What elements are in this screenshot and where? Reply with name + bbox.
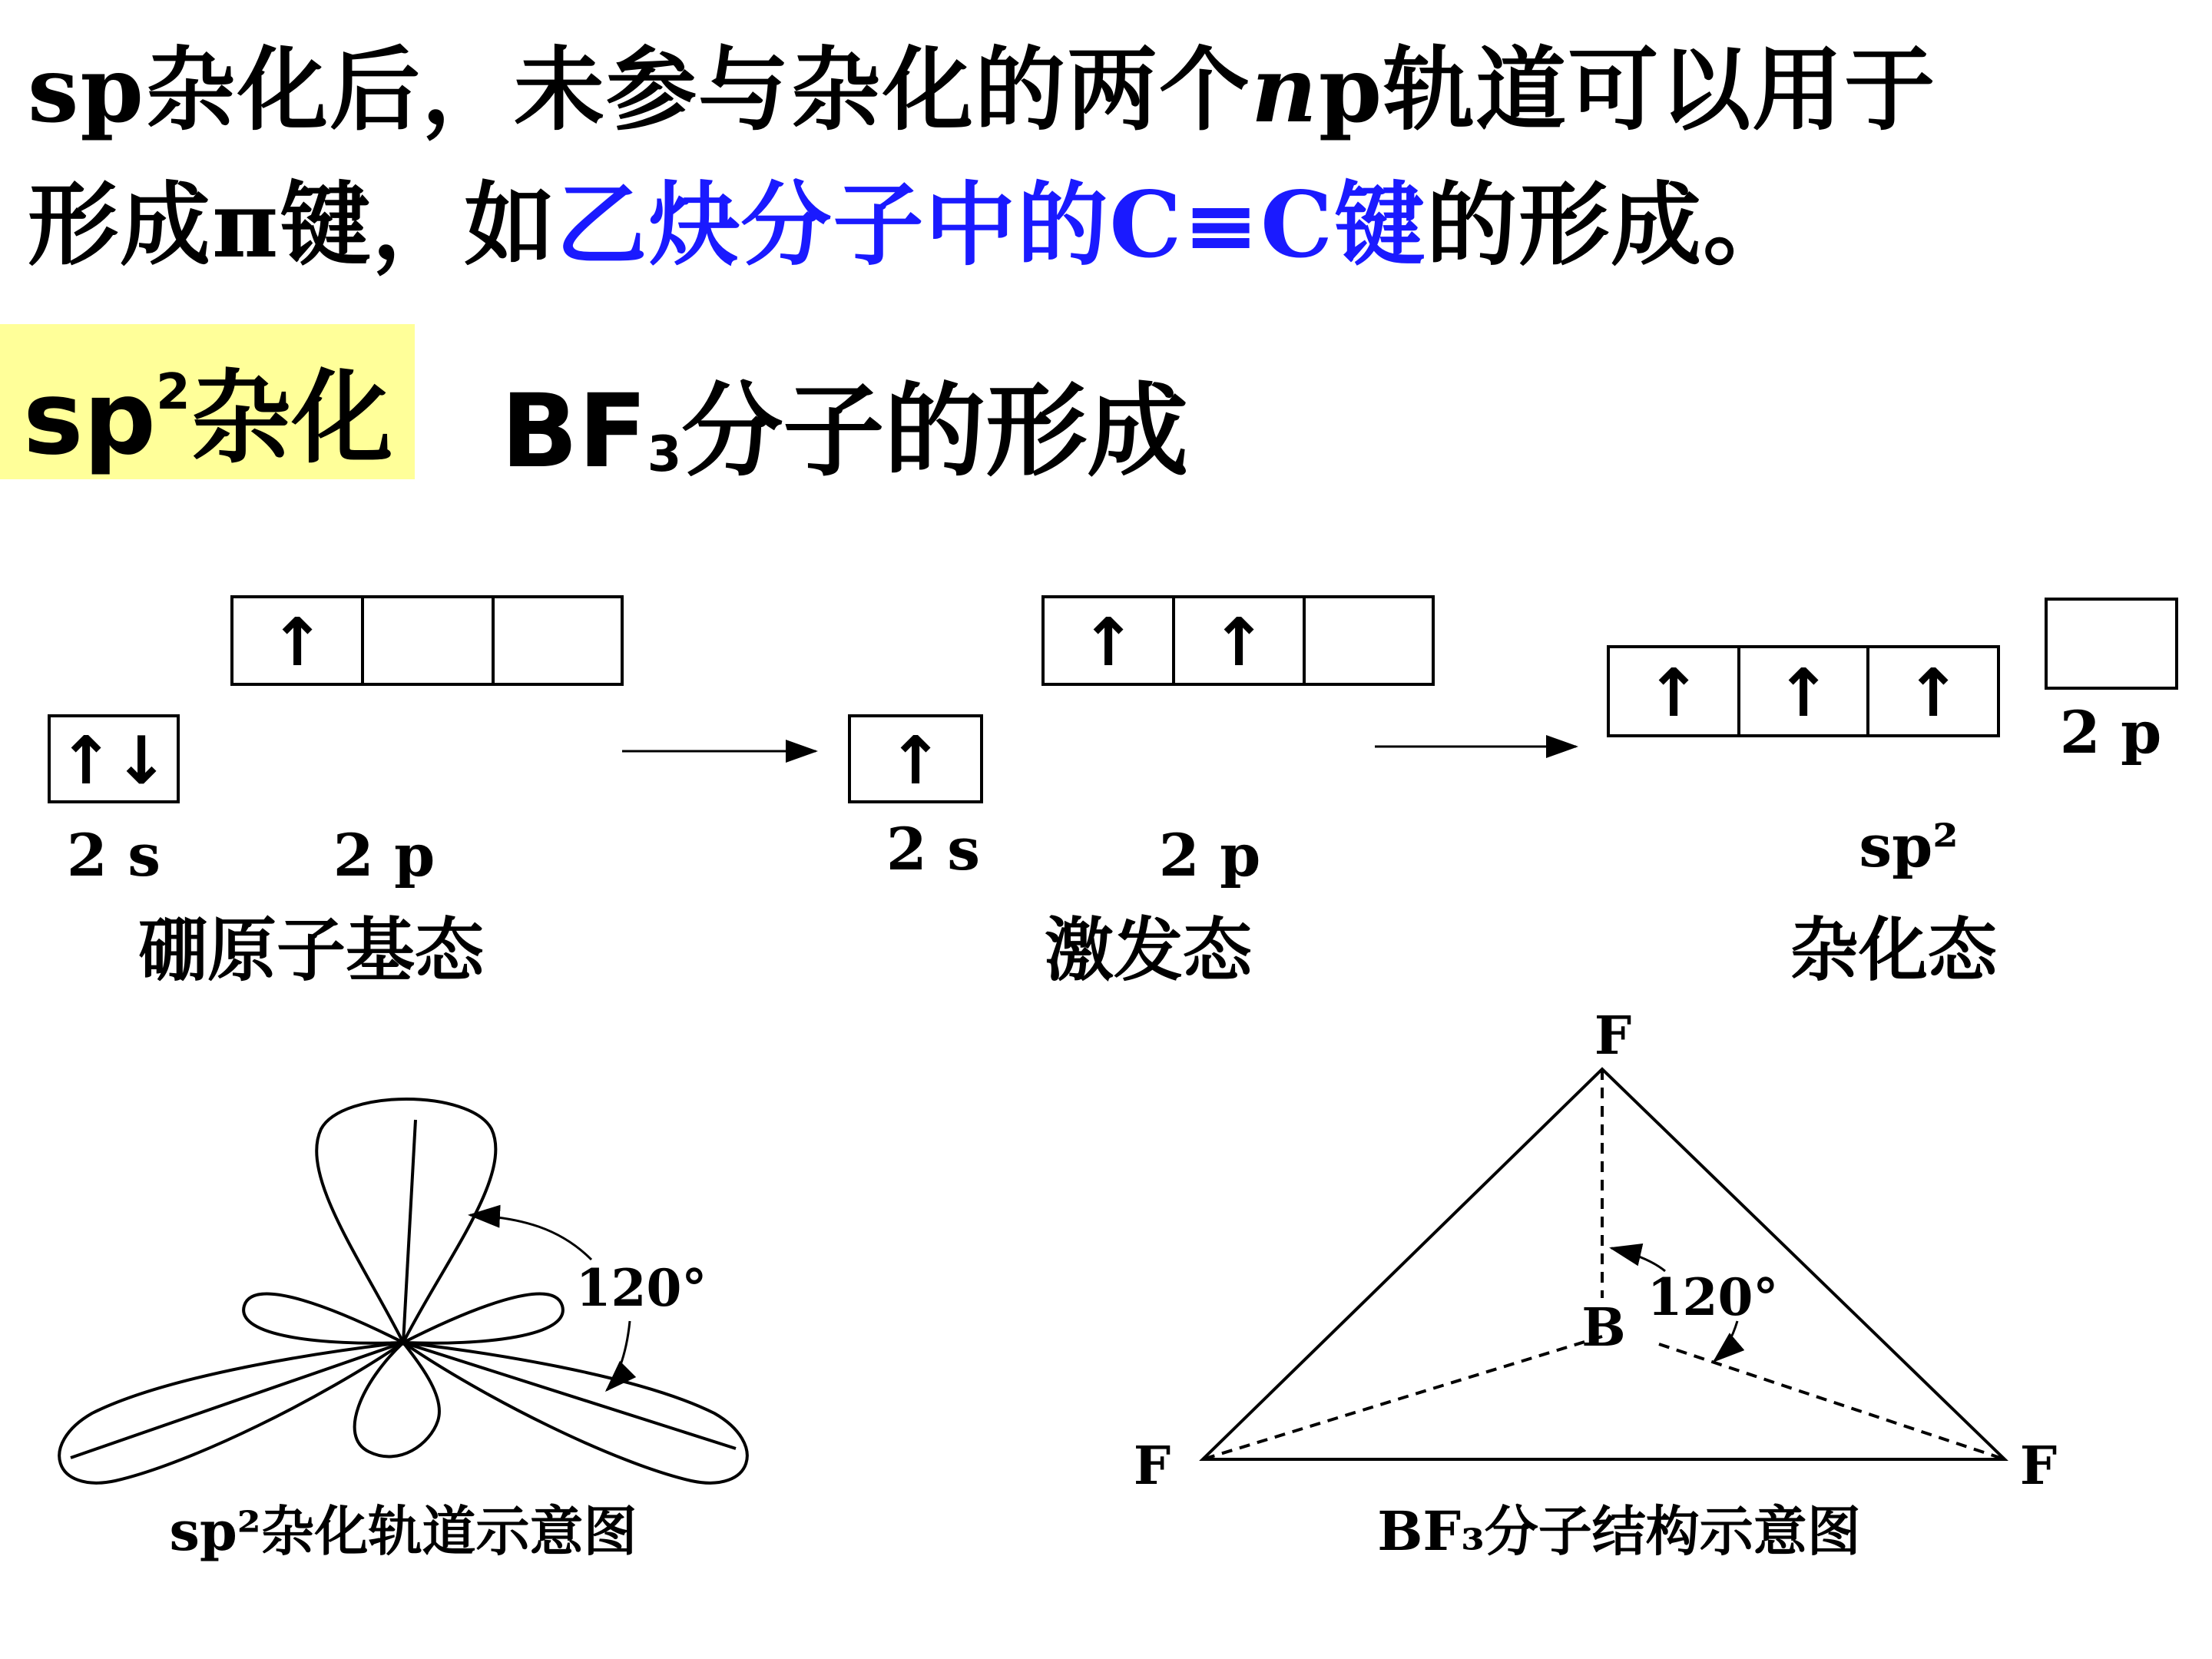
hybrid-2p-label: 2 p [2059, 698, 2162, 767]
sp2-figure-caption: sp²杂化轨道示意图 [169, 1499, 637, 1563]
excited-2p-box-3 [1304, 597, 1433, 684]
bf3-atom-b: B [1581, 1297, 1626, 1359]
electron-arrow: ↑ [1905, 655, 1962, 732]
electron-arrow: ↑ [1775, 655, 1832, 732]
ground-2p-box-3 [493, 597, 622, 684]
ground-state-caption: 硼原子基态 [138, 909, 484, 991]
electron-arrow: ↑ [1210, 604, 1267, 681]
intro-text-2: p轨道可以用于 [1318, 36, 1937, 143]
intro-text: sp杂化后，未参与杂化的两个 [28, 36, 1251, 143]
bf3-atom-f-top: F [1594, 1005, 1632, 1067]
sp2-lobe-left [59, 1343, 403, 1483]
bf3-atom-f-left: F [1133, 1435, 1171, 1497]
electron-pair-arrow: ↑↓ [58, 723, 170, 800]
electron-arrow: ↑ [1080, 604, 1137, 681]
angle-arrow-upper [470, 1215, 591, 1260]
intro-text-3: 形成π键，如 [28, 171, 557, 278]
acetylene-highlight: 乙炔分子中的C≡C键 [556, 171, 1427, 278]
bf-bond-right [1659, 1344, 2005, 1459]
hybrid-sp2-label: sp² [1859, 812, 1959, 880]
excited-2p-label: 2 p [1158, 821, 1261, 889]
bf3-atom-f-right: F [2019, 1435, 2058, 1497]
electron-arrow: ↑ [887, 723, 944, 800]
sp2-lobe-right [403, 1343, 747, 1483]
hybrid-state-caption: 杂化态 [1790, 909, 1997, 991]
electron-arrow: ↑ [269, 604, 326, 681]
excited-state-caption: 激发态 [1045, 909, 1252, 991]
sp2-angle-label: 120° [575, 1258, 707, 1318]
excited-2s-label: 2 s [886, 815, 981, 883]
sp2-axis-top [403, 1120, 416, 1343]
bf3-figure-caption: BF₃分子结构示意图 [1377, 1499, 1861, 1563]
bf3-angle-label: 120° [1647, 1267, 1779, 1327]
intro-text-4: 的形成。 [1426, 171, 1796, 278]
ground-2p-label: 2 p [333, 821, 435, 889]
bf3-structure-figure [1203, 1069, 2005, 1459]
intro-n-italic: n [1250, 36, 1319, 143]
sp2-axis-right [403, 1343, 736, 1449]
ground-2s-label: 2 s [66, 821, 161, 889]
bf-bond-left [1203, 1336, 1602, 1459]
hybrid-2p-box [2046, 599, 2177, 688]
section-title: BF3分子的形成 [501, 373, 1189, 491]
electron-arrow: ↑ [1645, 655, 1702, 732]
section-label: $sp^2$杂化 [23, 359, 393, 478]
ground-2p-box-2 [363, 597, 493, 684]
